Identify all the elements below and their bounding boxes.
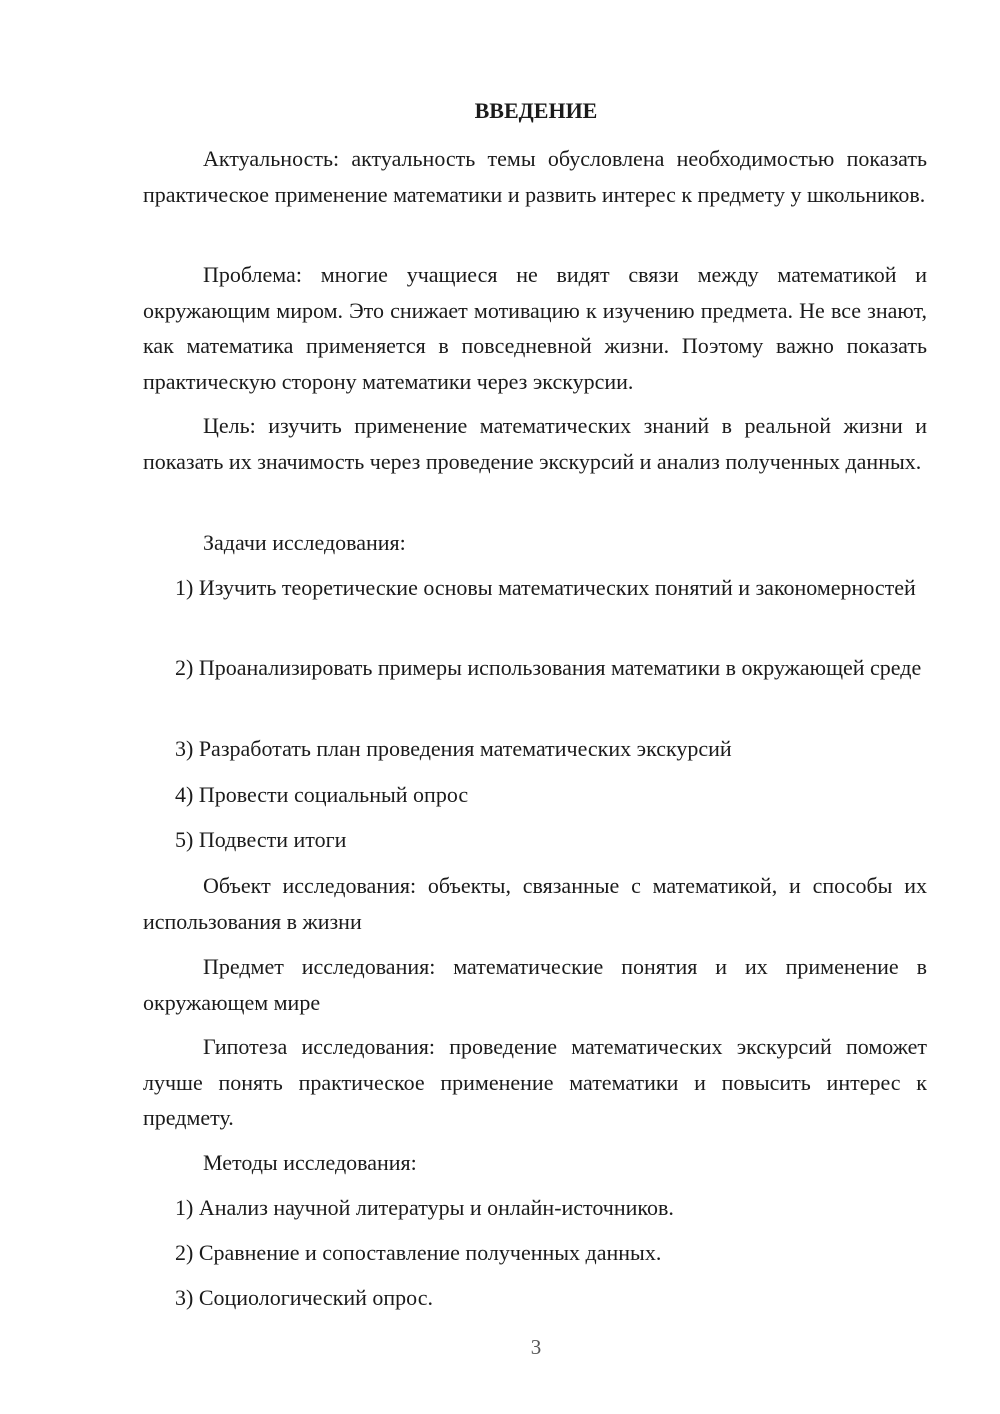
task-item: 1) Изучить теоретические основы математических понятий и закономерностей	[175, 575, 916, 600]
page-number: 3	[530, 1335, 542, 1359]
task-item: 5) Подвести итоги	[175, 827, 347, 852]
problem-paragraph: Проблема: многие учащиеся не видят связи между математикой и окружающим миром. Это снижает мотивацию к изучению предмета. Не все знают, как математика применяется в повседневной жизни. Поэтому важно показать практическую сторону математики через экскурсии.	[143, 262, 927, 394]
relevance-paragraph: Актуальность: актуальность темы обусловлена необходимостью показать практическое применение математики и развить интерес к предмету у школьников.	[143, 146, 927, 207]
method-item: 2) Сравнение и сопоставление полученных данных.	[175, 1240, 662, 1265]
page-title: ВВЕДЕНИЕ	[474, 98, 598, 123]
goal-paragraph: Цель: изучить применение математических знаний в реальной жизни и показать их значимость через проведение экскурсий и анализ полученных данных.	[143, 413, 927, 474]
method-item: 3) Социологический опрос.	[175, 1285, 433, 1310]
tasks-heading: Задачи исследования:	[203, 530, 406, 555]
hypothesis-paragraph: Гипотеза исследования: проведение математических экскурсий поможет лучше понять практическое применение математики и повысить интерес к предмету.	[143, 1034, 927, 1130]
task-item: 3) Разработать план проведения математических экскурсий	[175, 736, 732, 761]
subject-paragraph: Предмет исследования: математические понятия и их применение в окружающем мире	[143, 954, 927, 1015]
task-item: 4) Провести социальный опрос	[175, 782, 469, 807]
object-paragraph: Объект исследования: объекты, связанные с математикой, и способы их использования в жизни	[143, 873, 927, 934]
methods-heading: Методы исследования:	[203, 1150, 417, 1175]
task-item: 2) Проанализировать примеры использования математики в окружающей среде	[175, 655, 922, 680]
method-item: 1) Анализ научной литературы и онлайн-источников.	[175, 1195, 674, 1220]
